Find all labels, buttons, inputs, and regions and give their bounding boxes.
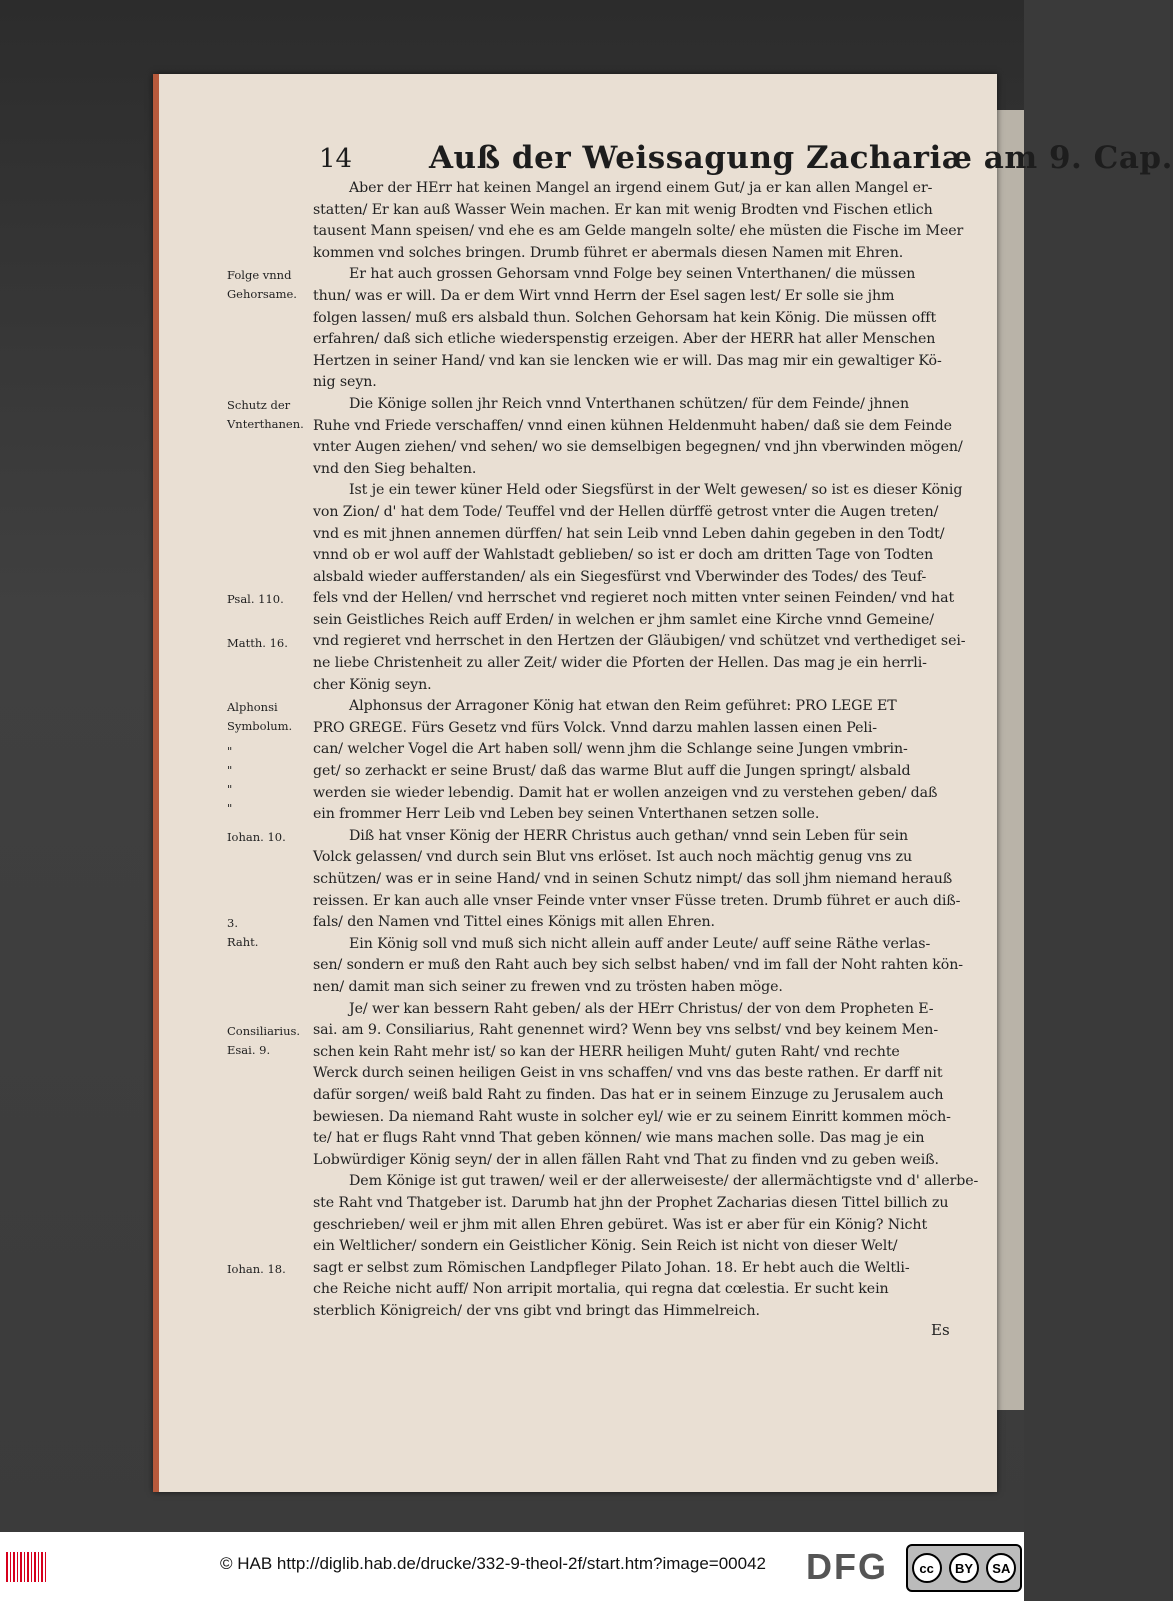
text-line: statten/ Er kan auß Wasser Wein machen. Er kan mit wenig Brodten vnd Fischen etlich — [313, 201, 933, 218]
text-line: vnnd ob er wol auff der Wahlstadt geblieben/ so ist er doch am dritten Tage von Todten — [313, 547, 934, 564]
viewer-footer — [0, 1532, 1024, 1601]
margin-note — [227, 590, 284, 609]
text-line: thun/ was er will. Da er dem Wirt vnnd Herrn der Esel sagen lest/ Er solle sie jhm — [313, 287, 895, 304]
text-line: sai. am 9. Consiliarius, Raht genennet wird? Wenn bey vns selbst/ vnd bey keinem Men- — [313, 1022, 939, 1039]
margin-note-line: Psal. 110. — [227, 592, 284, 607]
text-line: ne liebe Christenheit zu aller Zeit/ wider die Pforten der Hellen. Das mag je ein herrli- — [313, 655, 927, 672]
text-line: Hertzen in seiner Hand/ vnd kan sie lencken wie er will. Das mag mir ein gewaltiger Kö- — [313, 352, 942, 369]
margin-note — [227, 266, 297, 304]
margin-note-line: 3. — [227, 916, 238, 931]
text-line: PRO GREGE. Fürs Gesetz vnd fürs Volck. Vnnd darzu mahlen lassen einen Peli- — [313, 719, 877, 736]
margin-note-line: Schutz der — [227, 398, 291, 412]
margin-note — [227, 396, 304, 434]
text-line: reissen. Er kan auch alle vnser Feinde vnter vnser Füsse treten. Drumb führet er auch diß- — [313, 892, 961, 909]
text-line: Je/ wer kan bessern Raht geben/ als der HErr Christus/ der von dem Propheten E- — [349, 1000, 934, 1017]
text-line: fals/ den Namen vnd Tittel eines Königs mit allen Ehren. — [313, 914, 715, 931]
text-line: Alphonsus der Arragoner König hat etwan den Reim geführet: PRO LEGE ET — [349, 698, 897, 715]
margin-note-line: Iohan. 18. — [227, 1262, 286, 1276]
book-page — [153, 74, 1173, 1492]
margin-note-line: Gehorsame. — [227, 287, 297, 302]
text-line: Ruhe vnd Friede verschaffen/ vnnd einen kühnen Heldenmuht haben/ daß sie dem Feinde — [313, 417, 952, 434]
text-line: Lobwürdiger König seyn/ der in allen fällen Raht vnd That zu finden vnd zu geben weiß. — [313, 1151, 939, 1168]
text-line: Volck gelassen/ vnd durch sein Blut vns erlöset. Ist auch noch mächtig genug vns zu — [313, 849, 913, 866]
text-line: nig seyn. — [313, 374, 377, 391]
cc-license-icon[interactable] — [906, 1544, 1022, 1592]
text-line: kommen vnd solches bringen. Drumb führet er abermals diesen Namen mit Ehren. — [313, 244, 904, 261]
text-line: Aber der HErr hat keinen Mangel an irgend einem Gut/ ja er kan allen Mangel er- — [349, 180, 933, 196]
margin-note-line: Vnterthanen. — [227, 417, 304, 431]
margin-note-line: Matth. 16. — [227, 635, 288, 650]
text-line: vnd es mit jhnen annemen dürffen/ hat sein Leib vnnd Leben dahin gegeben in den Todt/ — [313, 525, 945, 542]
text-line: vnter Augen ziehen/ vnd sehen/ wo sie demselbigen begegnen/ vnd jhn vberwinden mögen/ — [313, 439, 963, 456]
text-line: nen/ damit man sich seiner zu frewen vnd zu trösten haben möge. — [313, 978, 783, 995]
hab-logo-icon — [6, 1552, 46, 1582]
by-icon: BY — [949, 1553, 979, 1583]
text-line: von Zion/ d' hat dem Tode/ Teuffel vnd der Hellen dürffë getrost vnter die Augen treten/ — [313, 503, 939, 520]
text-line: tausent Mann speisen/ vnd ehe es am Gelde mangeln solte/ ehe müsten die Fische im Meer — [313, 223, 964, 240]
margin-note — [227, 634, 288, 653]
text-line: bewiesen. Da niemand Raht wuste in solcher eyl/ wie er zu seinem Einritt kommen möch- — [313, 1108, 951, 1125]
body-text — [313, 178, 979, 1322]
margin-note-line: " — [227, 800, 233, 815]
text-line: ste Raht vnd Thatgeber ist. Darumb hat jhn der Prophet Zacharias diesen Tittel billich zu — [313, 1194, 949, 1211]
text-line: Diß hat vnser König der HERR Christus auch gethan/ vnnd sein Leben für sein — [349, 827, 909, 844]
text-line: sein Geistliches Reich auff Erden/ in welchen er jhm samlet eine Kirche vnnd Gemeine/ — [313, 611, 934, 628]
text-line: sen/ sondern er muß den Raht auch bey sich selbst haben/ vnd im fall der Noht rahten kön- — [313, 957, 963, 974]
margin-note-line: Alphonsi — [227, 700, 278, 715]
text-line: can/ welcher Vogel die Art haben soll/ wenn jhm die Schlange seine Jungen vmbrin- — [313, 741, 908, 758]
text-line: schützen/ was er in seine Hand/ vnd in seinen Schutz nimpt/ das soll jhm niemand herauß — [313, 871, 953, 887]
text-line: werden sie wieder lebendig. Damit hat er wollen anzeigen vnd zu verstehen geben/ daß — [313, 784, 938, 801]
text-line: dafür sorgen/ weiß bald Raht zu finden. Das hat er in seinem Einzuge zu Jerusalem auch — [313, 1086, 944, 1103]
text-line: che Reiche nicht auff/ Non arripit mortalia, qui regna dat cœlestia. Er sucht kein — [313, 1281, 889, 1298]
margin-note-line: " — [227, 743, 233, 758]
text-line: Dem Könige ist gut trawen/ weil er der allerweiseste/ der allermächtigste vnd d' allerbe- — [349, 1173, 979, 1190]
margin-note-line: " — [227, 781, 233, 796]
text-line: ein Weltlicher/ sondern ein Geistlicher König. Sein Reich ist nicht von dieser Welt/ — [313, 1238, 898, 1255]
text-line: Ist je ein tewer küner Held oder Siegsfürst in der Welt gewesen/ so ist es dieser König — [349, 482, 963, 499]
margin-note-line: " — [227, 762, 233, 777]
text-line: alsbald wieder aufferstanden/ als ein Siegesfürst vnd Vberwinder des Todes/ des Teuf- — [313, 568, 927, 585]
cc-icon: cc — [912, 1553, 942, 1583]
page-number: 14 — [319, 144, 353, 174]
margin-note-line: Symbolum. — [227, 719, 293, 734]
text-line: Die Könige sollen jhr Reich vnnd Vnterthanen schützen/ für dem Feinde/ jhnen — [349, 395, 909, 412]
text-line: erfahren/ daß sich etliche wiederspenstig erzeigen. Aber der HERR hat aller Menschen — [313, 331, 936, 348]
text-line: folgen lassen/ muß ers alsbald thun. Solchen Gehorsam hat kein König. Die müssen offt — [313, 309, 937, 326]
margin-note — [227, 698, 292, 736]
text-line: vnd regieret vnd herrschet in den Hertzen der Gläubigen/ vnd schützet vnd verthediget sei- — [313, 633, 966, 650]
margin-note — [227, 914, 258, 952]
margin-note-line: Raht. — [227, 935, 259, 950]
text-line: vnd den Sieg behalten. — [313, 460, 477, 477]
text-line: sterblich Königreich/ der vns gibt vnd bringt das Himmelreich. — [313, 1302, 760, 1319]
text-line: Ein König soll vnd muß sich nicht allein auff ander Leute/ auff seine Räthe verlas- — [349, 935, 931, 952]
margin-note-line: Esai. 9. — [227, 1043, 271, 1058]
margin-note-line: Iohan. 10. — [227, 830, 286, 844]
text-line: geschrieben/ weil er jhm mit allen Ehren gebüret. Was ist er aber für ein König? Nicht — [313, 1216, 928, 1233]
sa-icon: SA — [986, 1553, 1016, 1583]
catchword: Es — [931, 1321, 950, 1339]
margin-note — [227, 1022, 300, 1060]
margin-note-line: Consiliarius. — [227, 1024, 301, 1039]
margin-note — [227, 1260, 286, 1279]
text-line: fels vnd der Hellen/ vnd herrschet vnd regieret noch mitten vnter seinen Feinden/ vnd hat — [313, 590, 955, 607]
text-line: te/ hat er flugs Raht vnnd That geben können/ wie mans machen solle. Das mag je ein — [313, 1130, 925, 1147]
margin-note — [227, 742, 232, 818]
text-line: get/ so zerhackt er seine Brust/ daß das warme Blut auff die Jungen springt/ alsbald — [313, 763, 911, 780]
text-line: Er hat auch grossen Gehorsam vnnd Folge bey seinen Vnterthanen/ die müssen — [349, 266, 916, 283]
text-line: sagt er selbst zum Römischen Landpfleger Pilato Johan. 18. Er hebt auch die Weltli- — [313, 1259, 910, 1276]
margin-note — [227, 828, 286, 847]
text-line: schen kein Raht mehr ist/ so kan der HERR heiligen Muht/ guten Raht/ vnd rechte — [313, 1043, 900, 1060]
text-line: ein frommer Herr Leib vnd Leben bey seinen Vnterthanen setzen solle. — [313, 806, 820, 823]
dfg-logo: DFG — [806, 1546, 888, 1587]
copyright-link[interactable]: © HAB http://diglib.hab.de/drucke/332-9-theol-2f/start.htm?image=00042 — [220, 1554, 766, 1573]
running-head: Auß der Weissagung Zachariæ am 9. Cap. — [429, 140, 1173, 176]
text-line: cher König seyn. — [313, 676, 432, 693]
text-line: Werck durch seinen heiligen Geist in vns schaffen/ vnd vns das beste rathen. Er darff nit — [313, 1065, 943, 1082]
margin-note-line: Folge vnnd — [227, 268, 292, 283]
